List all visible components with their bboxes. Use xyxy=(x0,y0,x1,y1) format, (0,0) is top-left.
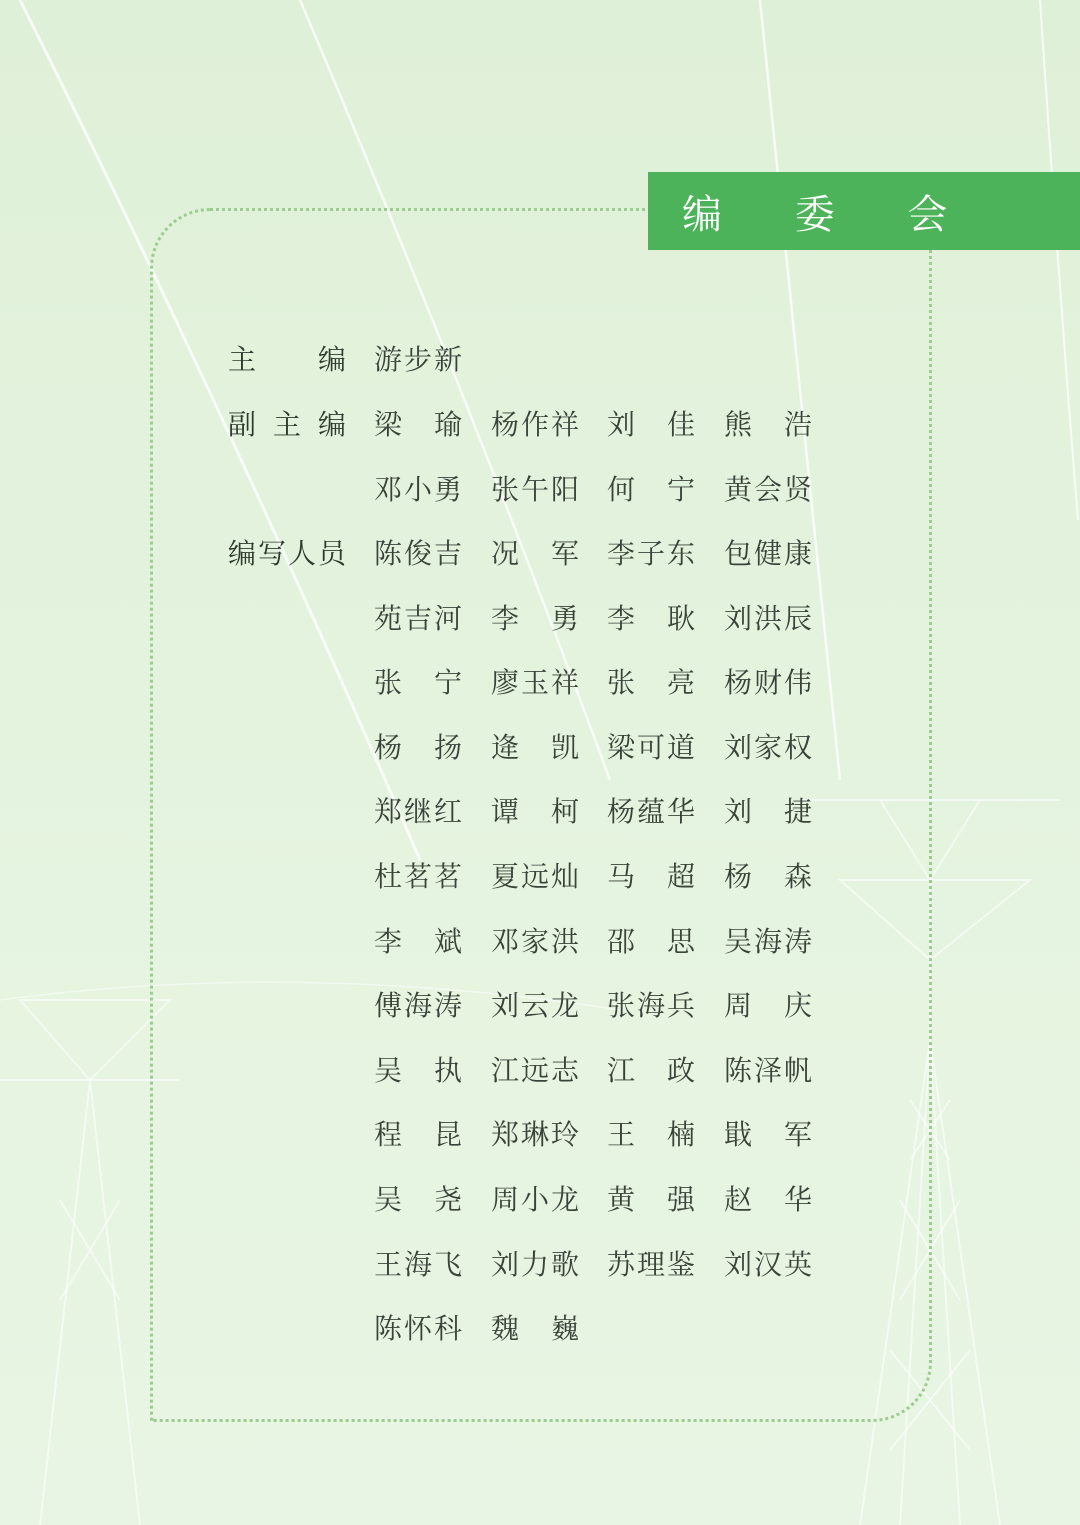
deputy-editor-name: 邓 小 勇 xyxy=(374,473,462,506)
writer-name: 刘 家 权 xyxy=(724,731,812,764)
writer-name: 吴 执 xyxy=(374,1054,462,1087)
page-title: 编 委 会 xyxy=(682,191,978,238)
writer-name: 吴 海 涛 xyxy=(724,925,812,958)
writer-name: 包 健 康 xyxy=(724,537,812,570)
writer-name: 江 远 志 xyxy=(491,1054,579,1087)
writer-name: 刘 洪 辰 xyxy=(724,602,812,635)
writer-name: 马 超 xyxy=(607,860,695,893)
writer-name: 周 小 龙 xyxy=(491,1183,579,1216)
writer-name: 吴 尧 xyxy=(374,1183,462,1216)
deputy-editor-name: 黄 会 贤 xyxy=(724,473,812,506)
deputy-editor-name: 何 宁 xyxy=(607,473,695,506)
writer-name: 王 海 飞 xyxy=(374,1248,462,1281)
writer-name: 郑 继 红 xyxy=(374,795,462,828)
title-banner xyxy=(648,172,1080,250)
writers-label-char: 写 xyxy=(257,537,286,570)
writer-name: 刘 捷 xyxy=(724,795,812,828)
writer-name: 李 耿 xyxy=(607,602,695,635)
writer-name: 邵 思 xyxy=(607,925,695,958)
writer-name: 郑 琳 玲 xyxy=(491,1118,579,1151)
deputy-editor-label-char: 副 xyxy=(228,408,257,441)
deputy-editor-name: 刘 佳 xyxy=(607,408,695,441)
writers-label-char: 编 xyxy=(228,537,257,570)
writer-name: 况 军 xyxy=(491,537,579,570)
writer-name: 苏 理 鉴 xyxy=(607,1248,695,1281)
writer-name: 邓 家 洪 xyxy=(491,925,579,958)
role-label-deputy-chief-editor xyxy=(228,403,346,443)
writers-label-char: 人 xyxy=(287,537,316,570)
chief-editor-name: 游 步 新 xyxy=(374,343,462,376)
chief-editor-label-char: 主 xyxy=(228,343,257,376)
writer-name: 戢 军 xyxy=(724,1118,812,1151)
deputy-editor-label-char: 编 xyxy=(317,408,346,441)
writer-name: 杨 财 伟 xyxy=(724,666,812,699)
writer-name: 杨 扬 xyxy=(374,731,462,764)
writers-label-char: 员 xyxy=(317,537,346,570)
writer-name: 刘 汉 英 xyxy=(724,1248,812,1281)
writer-name: 刘 力 歌 xyxy=(491,1248,579,1281)
writer-name: 廖 玉 祥 xyxy=(491,666,579,699)
deputy-editor-label-char: 主 xyxy=(272,408,301,441)
writer-name: 刘 云 龙 xyxy=(491,989,579,1022)
role-label-chief-editor xyxy=(228,338,346,378)
deputy-editor-name: 熊 浩 xyxy=(724,408,812,441)
writer-name: 杨 森 xyxy=(724,860,812,893)
writer-name: 黄 强 xyxy=(607,1183,695,1216)
writer-name: 张 亮 xyxy=(607,666,695,699)
writer-name: 梁 可 道 xyxy=(607,731,695,764)
writer-name: 谭 柯 xyxy=(491,795,579,828)
writer-name: 杜 茗 茗 xyxy=(374,860,462,893)
writer-name: 陈 怀 科 xyxy=(374,1312,462,1345)
deputy-editor-name: 梁 瑜 xyxy=(374,408,462,441)
writer-name: 李 勇 xyxy=(491,602,579,635)
deputy-editor-name: 杨 作 祥 xyxy=(491,408,579,441)
chief-editor-label-char: 编 xyxy=(317,343,346,376)
writer-name: 陈 俊 吉 xyxy=(374,537,462,570)
writer-name: 王 楠 xyxy=(607,1118,695,1151)
writer-name: 周 庆 xyxy=(724,989,812,1022)
writer-name: 傅 海 涛 xyxy=(374,989,462,1022)
writer-name: 张 海 兵 xyxy=(607,989,695,1022)
writer-name: 赵 华 xyxy=(724,1183,812,1216)
role-label-writers xyxy=(228,532,346,572)
deputy-editor-name: 张 午 阳 xyxy=(491,473,579,506)
writer-name: 杨 蕴 华 xyxy=(607,795,695,828)
writer-name: 张 宁 xyxy=(374,666,462,699)
writer-name: 陈 泽 帆 xyxy=(724,1054,812,1087)
writer-name: 江 政 xyxy=(607,1054,695,1087)
writer-name: 逄 凯 xyxy=(491,731,579,764)
writer-name: 程 昆 xyxy=(374,1118,462,1151)
writer-name: 苑 吉 河 xyxy=(374,602,462,635)
writer-name: 夏 远 灿 xyxy=(491,860,579,893)
writer-name: 魏 巍 xyxy=(491,1312,579,1345)
writer-name: 李 斌 xyxy=(374,925,462,958)
writer-name: 李 子 东 xyxy=(607,537,695,570)
